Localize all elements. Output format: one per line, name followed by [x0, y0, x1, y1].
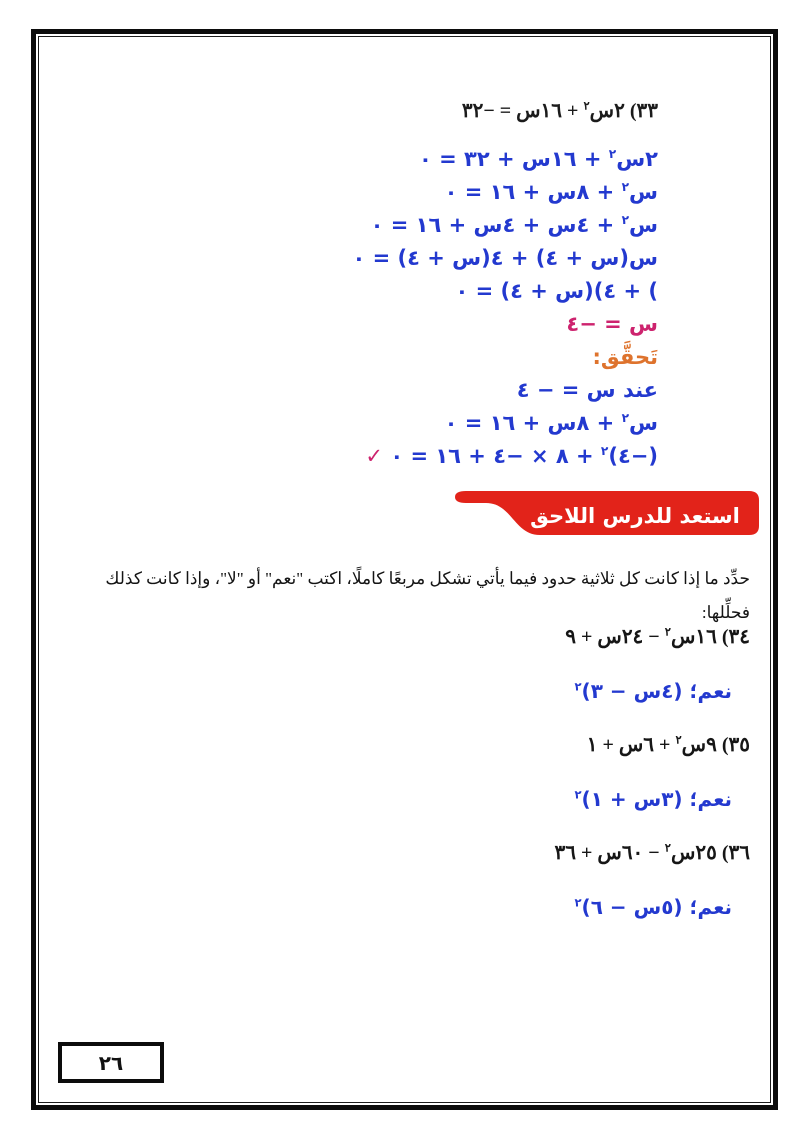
- instructions-text: حدِّد ما إذا كانت كل ثلاثية حدود فيما يأتي تشكل مربعًا كاملًا، اكتب "نعم" أو "لا"، وإذا كانت كذلك فحلِّلها:: [105, 569, 750, 622]
- equation-line: س$^٢$ + ٨س + ١٦ = ٠: [444, 411, 658, 435]
- banner-title: استعد للدرس اللاحق: [530, 504, 740, 528]
- page-number-box: [58, 1042, 164, 1083]
- problem-answer: نعم؛ (٣س + ١)$^٢$: [574, 787, 732, 811]
- equation-line: س(س + ٤) + ٤(س + ٤) = ٠: [352, 246, 658, 270]
- problem-question: ٣٦) ٢٥س$^٢$ − ٦٠س + ٣٦: [554, 841, 750, 864]
- check-heading: تَحقَّق:: [592, 345, 658, 369]
- equation-line: س$^٢$ + ٨س + ١٦ = ٠: [444, 180, 658, 204]
- prepare-next-lesson-banner: [454, 490, 760, 536]
- equation-line: عند س = − ٤: [516, 378, 658, 402]
- problem-33-solution-block: [352, 95, 658, 473]
- equation-line: س$^٢$ + ٤س + ٤س + ١٦ = ٠: [370, 213, 658, 237]
- page-number: ٢٦: [98, 1050, 124, 1075]
- problem-question: ٣٤) ١٦س$^٢$ − ٢٤س + ٩: [565, 625, 750, 648]
- problem-answer: نعم؛ (٥س − ٦)$^٢$: [574, 895, 732, 919]
- equation-line-with-checkmark: (−٤)$^٢$ + ٨ × −٤ + ١٦ = ٠ ✓: [365, 444, 658, 468]
- equation-line: ) + ٤)(س + ٤) = ٠: [455, 279, 658, 303]
- solution-result-line: س = −٤: [566, 312, 658, 336]
- problem-question: ٣٥) ٩س$^٢$ + ٦س + ١: [586, 733, 750, 756]
- equation-line: ٢س$^٢$ + ١٦س + ٣٢ = ٠: [419, 147, 658, 171]
- equation-line: ٣٣) ٢س$^٢$ + ١٦س = −٣٢: [461, 99, 658, 122]
- problem-answer: نعم؛ (٤س − ٣)$^٢$: [574, 679, 732, 703]
- practice-problems-block: [555, 622, 750, 946]
